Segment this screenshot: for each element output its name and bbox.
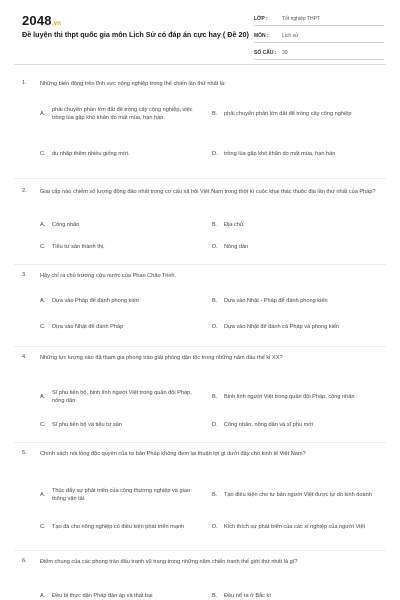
option-d[interactable] xyxy=(212,144,382,164)
question-text: Hãy chỉ ra chủ trương cứu nước của Phan Châu Trinh. xyxy=(40,273,177,279)
option-letter: B. xyxy=(212,111,218,117)
question-number: 1. xyxy=(22,80,27,86)
meta-label: LỚP : xyxy=(254,16,268,22)
option-a[interactable] xyxy=(40,484,200,506)
option-letter: B. xyxy=(212,593,218,599)
option-text: Tiểu tư sản thành thị. xyxy=(52,243,105,250)
option-text: Nông dân xyxy=(224,243,249,250)
option-c[interactable] xyxy=(40,418,200,432)
option-letter: C. xyxy=(40,151,46,157)
option-b[interactable] xyxy=(212,590,382,600)
option-a[interactable] xyxy=(40,218,200,232)
site-logo[interactable] xyxy=(22,13,61,28)
option-letter: A. xyxy=(40,298,46,304)
option-letter: C. xyxy=(40,422,46,428)
question-divider xyxy=(14,264,386,265)
option-b[interactable] xyxy=(212,98,382,130)
option-letter: D. xyxy=(212,324,218,330)
option-text: Thúc đẩy sự phát triển của công thương nghiệp và giao thông vận tải. xyxy=(52,487,191,502)
option-text: Công nhân, nông dân và sĩ phu mới xyxy=(224,421,314,428)
option-text: Dựa vào Nhật để đánh cả Pháp và phong kiến xyxy=(224,323,340,330)
option-c[interactable] xyxy=(40,144,200,164)
option-a[interactable] xyxy=(40,590,200,600)
question-text: Những lực lượng nào đã tham gia phong trào giải phóng dân tộc trong những năm đầu thế kỉ XX? xyxy=(40,355,283,361)
option-text: Sĩ phu tiến bộ và tiểu tư sản xyxy=(52,421,122,428)
option-text: Địa chủ. xyxy=(224,221,245,228)
question-number: 3. xyxy=(22,272,27,278)
option-c[interactable] xyxy=(40,320,200,334)
option-text: Đều nổ ra ở Bắc kì xyxy=(224,592,271,599)
question-text: Giai cấp nào chiếm số lượng đông đảo nhất trong cơ cấu xã hội Việt Nam trong thời kì cuộc khai thác thuộc địa lần thứ nhất của Pháp? xyxy=(40,189,376,195)
option-letter: C. xyxy=(40,524,46,530)
document-meta xyxy=(254,13,384,64)
question-divider xyxy=(14,442,386,443)
option-b[interactable] xyxy=(212,484,382,506)
option-text: Tạo điều kiện cho tư bản người Việt được tự do kinh doanh xyxy=(224,491,372,498)
meta-value: Tốt nghiệp THPT xyxy=(282,16,320,22)
option-a[interactable] xyxy=(40,386,200,408)
page-header xyxy=(0,0,400,60)
option-d[interactable] xyxy=(212,240,382,254)
option-text: Đều bị thực dân Pháp đàn áp và thất bại xyxy=(52,592,153,599)
option-letter: B. xyxy=(212,492,218,498)
meta-label: MÔN : xyxy=(254,33,269,39)
option-text: Binh lính người Việt trong quân đội Pháp, công nhân xyxy=(224,393,355,400)
option-a[interactable] xyxy=(40,98,200,130)
document-title: Đề luyện thi thpt quốc gia môn Lịch Sử có đáp án cực hay ( Đề 20) xyxy=(22,30,249,39)
question-divider xyxy=(14,178,386,179)
option-letter: B. xyxy=(212,222,218,228)
option-letter: A. xyxy=(40,492,46,498)
option-letter: B. xyxy=(212,298,218,304)
question-text: Điểm chung của các phong trào đấu tranh vũ trang trong những năm chiến tranh thế giới thứ nhất là gì? xyxy=(40,559,298,565)
option-text: du nhập thêm nhiều giống mới. xyxy=(52,150,130,157)
option-text: Dựa vào Pháp để đánh phong kiến xyxy=(52,297,139,304)
option-text: Kích thích sự phát triển của các xí nghiệp của người Việt xyxy=(224,523,366,530)
option-letter: D. xyxy=(212,422,218,428)
question-text: Chính sách nói lỏng độc quyền của tư bản Pháp không đem lại thuận lợi gì dưới đây cho kinh tế Việt Nam? xyxy=(40,451,306,457)
question-number: 6. xyxy=(22,558,27,564)
option-text: Tạo đà cho nông nghiệp có điều kiện phát triển mạnh xyxy=(52,523,185,530)
question-text: Những biến động trên lĩnh vực nông nghiệp trong thế chiến lần thứ nhất là: xyxy=(40,81,226,87)
option-a[interactable] xyxy=(40,294,200,308)
option-text: Dựa vào Nhật - Pháp để đánh phong kiến xyxy=(224,297,328,304)
question-number: 2. xyxy=(22,188,27,194)
option-text: Sĩ phu tiến bộ, binh lính người Việt trong quân đội Pháp, nông dân xyxy=(52,389,192,404)
option-letter: D. xyxy=(212,151,218,157)
logo-main: 2048 xyxy=(22,13,52,28)
meta-label: SỐ CÂU : xyxy=(254,50,277,56)
meta-row-class xyxy=(254,13,384,26)
option-c[interactable] xyxy=(40,516,200,538)
question-divider xyxy=(14,550,386,551)
option-text: trồng lúa gặp khó khăn do mất mùa, hạn hán xyxy=(224,150,336,157)
question-number: 5. xyxy=(22,450,27,456)
option-letter: A. xyxy=(40,111,46,117)
option-b[interactable] xyxy=(212,218,382,232)
logo-tld: .vn xyxy=(51,21,62,27)
option-letter: B. xyxy=(212,394,218,400)
meta-row-count xyxy=(254,47,384,60)
option-d[interactable] xyxy=(212,418,382,432)
option-c[interactable] xyxy=(40,240,200,254)
option-letter: D. xyxy=(212,244,218,250)
option-text: Dựa vào Nhật để đánh Pháp xyxy=(52,323,124,330)
option-text: Công nhân xyxy=(52,221,80,228)
meta-row-subject xyxy=(254,30,384,43)
question-number: 4. xyxy=(22,354,27,360)
option-d[interactable] xyxy=(212,516,382,538)
option-letter: C. xyxy=(40,324,46,330)
option-text: phải chuyển phần lớn đất để trồng cây công nghiệp xyxy=(224,110,352,117)
question-divider xyxy=(14,346,386,347)
option-b[interactable] xyxy=(212,294,382,308)
option-b[interactable] xyxy=(212,386,382,408)
meta-value: Lịch sử xyxy=(282,33,299,39)
option-letter: A. xyxy=(40,394,46,400)
option-d[interactable] xyxy=(212,316,382,338)
option-letter: C. xyxy=(40,244,46,250)
option-letter: A. xyxy=(40,222,46,228)
meta-value: 30 xyxy=(282,50,288,56)
header-divider xyxy=(14,64,386,65)
option-text: phải chuyển phần lớn đất để trồng cây công nghiệp, việc trồng lúa gặp khó khăn do mất mùa, hạn hán. xyxy=(52,106,193,121)
option-letter: A. xyxy=(40,593,46,599)
option-letter: D. xyxy=(212,524,218,530)
